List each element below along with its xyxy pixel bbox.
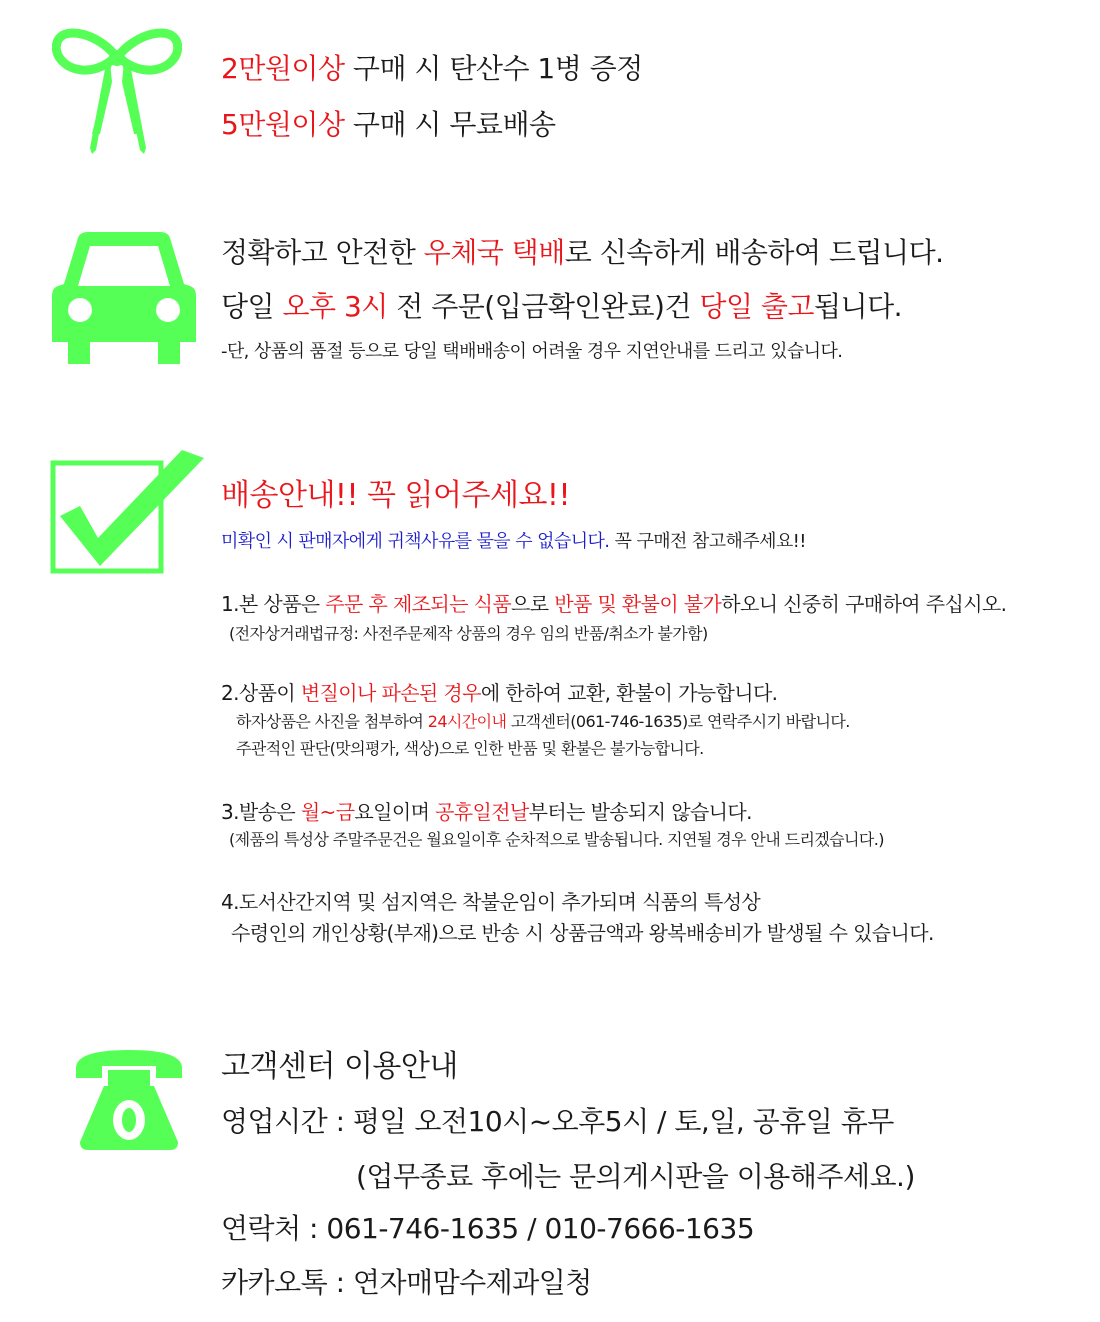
telephone-icon	[74, 1046, 184, 1150]
shipping-text-2c: 됩니다.	[813, 290, 903, 323]
item3-red-1: 월~금	[300, 800, 355, 824]
notice-item-2-sub-1	[236, 709, 850, 732]
item2-sub1-b: 고객센터(061-746-1635)로 연락주시기 바랍니다.	[506, 712, 850, 731]
notice-item-3	[221, 796, 752, 825]
item3-red-2: 공휴일전날	[435, 800, 529, 824]
item2-red: 변질이나 파손된 경우	[300, 681, 481, 705]
item3-text-c: 부터는 발송되지 않습니다.	[528, 800, 752, 824]
notice-item-3-sub: (제품의 특성상 주말주문건은 월요일이후 순차적으로 발송됩니다. 지연될 경우 안내 드리겠습니다.)	[229, 830, 884, 849]
item1-text-b: 으로	[511, 592, 555, 616]
shipping-carrier: 우체국 택배	[423, 236, 565, 269]
customer-title: 고객센터 이용안내	[221, 1049, 458, 1084]
shipping-same-day: 당일 출고	[699, 290, 814, 323]
gift-text-1: 구매 시 탄산수 1병 증정	[344, 52, 643, 85]
notice-item-1	[221, 588, 1006, 617]
item1-text-a: 1.본 상품은	[221, 592, 326, 616]
item1-red-1: 주문 후 제조되는 식품	[325, 592, 512, 616]
shipping-note: -단, 상품의 품절 등으로 당일 택배배송이 어려울 경우 지연안내를 드리고 있습니다.	[221, 341, 843, 362]
item3-text-b: 요일이며	[354, 800, 436, 824]
shipping-line-2	[221, 285, 902, 325]
customer-contact: 연락처 : 061-746-1635 / 010-7666-1635	[221, 1212, 755, 1245]
gift-line-1	[221, 47, 643, 87]
notice-item-4-line-1: 4.도서산간지역 및 섬지역은 착불운임이 추가되며 식품의 특성상	[221, 890, 761, 914]
item1-red-2: 반품 및 환불이 불가	[554, 592, 722, 616]
customer-hours: 영업시간 : 평일 오전10시~오후5시 / 토,일, 공휴일 휴무	[221, 1105, 894, 1138]
notice-warning-blue: 미확인 시 판매자에게 귀책사유를 물을 수 없습니다.	[221, 531, 610, 552]
notice-item-1-sub: (전자상거래법규정: 사전주문제작 상품의 경우 임의 반품/취소가 불가함)	[229, 624, 708, 643]
item1-text-c: 하오니 신중히 구매하여 주십시오.	[721, 592, 1007, 616]
shipping-text-1a: 정확하고 안전한	[221, 236, 424, 269]
item2-sub1-red: 24시간이내	[427, 712, 507, 731]
notice-item-4-line-2: 수령인의 개인상황(부재)으로 반송 시 상품금액과 왕복배송비가 발생될 수 있습니다.	[231, 921, 934, 945]
shipping-text-1b: 로 신속하게 배송하여 드립니다.	[564, 236, 944, 269]
checkbox-check-icon	[50, 448, 210, 576]
notice-warning	[221, 527, 806, 553]
notice-title: 배송안내!! 꼭 읽어주세요!!	[221, 478, 570, 513]
car-icon	[50, 230, 198, 368]
item3-text-a: 3.발송은	[221, 800, 301, 824]
customer-kakao: 카카오톡 : 연자매맘수제과일청	[221, 1266, 592, 1299]
shipping-line-1	[221, 231, 944, 271]
notice-item-2	[221, 677, 777, 706]
gift-line-2	[221, 103, 556, 143]
item2-text-a: 2.상품이	[221, 681, 301, 705]
item2-text-b: 에 한하여 교환, 환불이 가능합니다.	[480, 681, 778, 705]
ribbon-bow-icon	[52, 26, 182, 156]
shipping-text-2a: 당일	[221, 290, 283, 323]
gift-threshold-2: 5만원이상	[221, 108, 345, 141]
notice-warning-rest: 꼭 구매전 참고해주세요!!	[609, 531, 806, 552]
notice-item-2-sub-2: 주관적인 판단(맛의평가, 색상)으로 인한 반품 및 환불은 불가능합니다.	[236, 739, 704, 758]
shipping-cutoff-time: 오후 3시	[282, 290, 388, 323]
gift-threshold-1: 2만원이상	[221, 52, 345, 85]
customer-hours-note: (업무종료 후에는 문의게시판을 이용해주세요.)	[356, 1160, 915, 1193]
item2-sub1-a: 하자상품은 사진을 첨부하여	[236, 712, 428, 731]
gift-text-2: 구매 시 무료배송	[344, 108, 556, 141]
shipping-text-2b: 전 주문(입금확인완료)건	[387, 290, 700, 323]
